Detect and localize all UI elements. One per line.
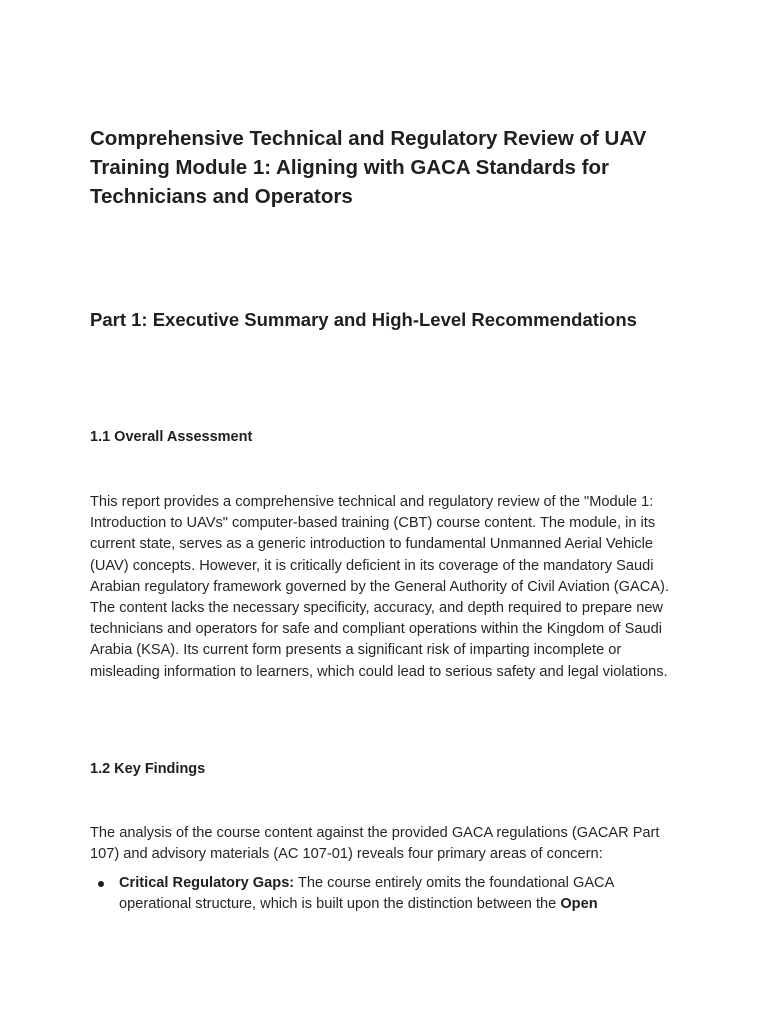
section-1-2-heading: 1.2 Key Findings — [90, 761, 206, 777]
finding-text: The course entirely omits the foundational GACA operational structure, which is built upon the distinction between the — [119, 875, 614, 913]
part-1-heading: Part 1: Executive Summary and High-Level Recommendations — [90, 309, 637, 330]
document-title: Comprehensive Technical and Regulatory Review of UAV Training Module 1: Aligning with GACA Standards for Technicians and Operators — [90, 127, 647, 208]
section-1-1-heading: 1.1 Overall Assessment — [90, 429, 253, 445]
list-item — [90, 873, 676, 915]
finding-label: Critical Regulatory Gaps: — [119, 875, 295, 891]
key-findings-list — [90, 873, 676, 915]
key-findings-intro-paragraph: The analysis of the course content against the provided GACA regulations (GACAR Part 107) and advisory materials (AC 107-01) reveals four primary areas of concern: — [90, 825, 660, 863]
finding-trailing-bold: Open — [560, 896, 598, 913]
bullet-icon — [98, 881, 104, 887]
overall-assessment-paragraph: This report provides a comprehensive technical and regulatory review of the "Module 1: Introduction to UAVs" computer-based training (CBT) course content. The module, in its current state, serves as a generic introduction to fundamental Unmanned Aerial Vehicle (UAV) concepts. However, it is critically deficient in its coverage of the mandatory Saudi Arabian regulatory framework governed by the General Authority of Civil Aviation (GACA). The content lacks the necessary specificity, accuracy, and depth required to prepare new technicians and operators for safe and compliant operations within the Kingdom of Saudi Arabia (KSA). Its current form presents a significant risk of imparting incomplete or misleading information to learners, which could lead to serious safety and legal violations. — [90, 494, 669, 680]
